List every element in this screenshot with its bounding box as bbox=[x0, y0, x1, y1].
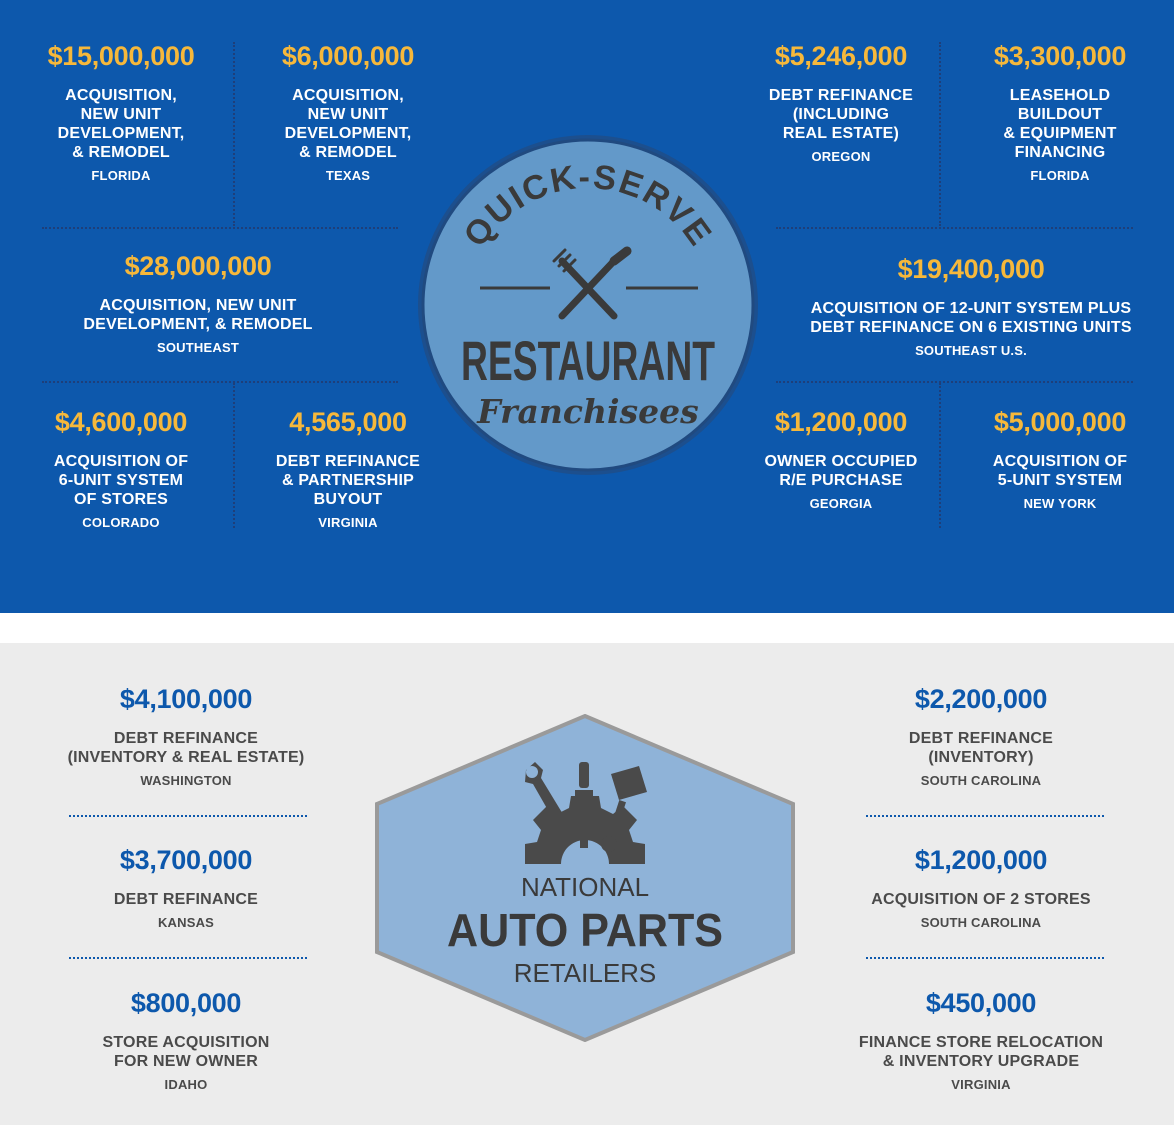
divider bbox=[69, 957, 307, 959]
deal-description: DEBT REFINANCE (INCLUDING REAL ESTATE) bbox=[768, 87, 914, 142]
deal-amount: $3,300,000 bbox=[993, 41, 1127, 71]
deal-amount: $5,000,000 bbox=[993, 407, 1127, 437]
deal-amount: $800,000 bbox=[130, 988, 242, 1018]
divider bbox=[233, 383, 235, 528]
deal-amount: $3,700,000 bbox=[119, 845, 253, 875]
deal-amount: $28,000,000 bbox=[124, 251, 272, 281]
deal-location: FLORIDA bbox=[91, 168, 151, 183]
deal-location: IDAHO bbox=[164, 1077, 208, 1092]
deal-description: ACQUISITION, NEW UNIT DEVELOPMENT, & REMODEL bbox=[83, 297, 313, 333]
auto-parts-deal bbox=[36, 988, 336, 1092]
restaurant-emblem bbox=[416, 133, 760, 477]
deal-amount: 4,565,000 bbox=[289, 407, 407, 437]
divider bbox=[69, 815, 307, 817]
deal-location: SOUTH CAROLINA bbox=[920, 915, 1042, 930]
deal-location: KANSAS bbox=[157, 915, 215, 930]
deal-amount: $19,400,000 bbox=[897, 254, 1045, 284]
restaurant-deal bbox=[20, 41, 222, 183]
divider bbox=[42, 381, 398, 383]
auto-parts-deal bbox=[36, 684, 336, 788]
divider bbox=[776, 381, 1133, 383]
deal-description: FINANCE STORE RELOCATION & INVENTORY UPGRADE bbox=[858, 1034, 1104, 1070]
emblem-arc-text: QUICK-SERVE bbox=[456, 157, 720, 254]
deal-description: ACQUISITION, NEW UNIT DEVELOPMENT, & REMODEL bbox=[57, 87, 185, 161]
deal-amount: $1,200,000 bbox=[774, 407, 908, 437]
deal-amount: $4,100,000 bbox=[119, 684, 253, 714]
deal-description: ACQUISITION OF 2 STORES bbox=[871, 891, 1091, 908]
deal-description: ACQUISITION, NEW UNIT DEVELOPMENT, & REMODEL bbox=[284, 87, 412, 161]
divider bbox=[776, 227, 1133, 229]
deal-location: TEXAS bbox=[325, 168, 371, 183]
auto-parts-deal bbox=[831, 845, 1131, 930]
deal-location: VIRGINIA bbox=[318, 515, 378, 530]
deal-location: OREGON bbox=[811, 149, 871, 164]
deal-description: DEBT REFINANCE (INVENTORY) bbox=[908, 730, 1054, 766]
divider bbox=[866, 957, 1104, 959]
deal-location: WASHINGTON bbox=[140, 773, 232, 788]
deal-description: DEBT REFINANCE & PARTNERSHIP BUYOUT bbox=[275, 453, 421, 508]
deal-description: LEASEHOLD BUILDOUT & EQUIPMENT FINANCING bbox=[1003, 87, 1117, 161]
divider bbox=[42, 227, 398, 229]
deal-description: ACQUISITION OF 5-UNIT SYSTEM bbox=[992, 453, 1128, 489]
deal-location: SOUTH CAROLINA bbox=[920, 773, 1042, 788]
deal-location: SOUTHEAST bbox=[157, 340, 239, 355]
deal-amount: $4,600,000 bbox=[54, 407, 188, 437]
deal-location: FLORIDA bbox=[1030, 168, 1090, 183]
deal-amount: $6,000,000 bbox=[281, 41, 415, 71]
deal-amount: $450,000 bbox=[925, 988, 1037, 1018]
auto-parts-deal bbox=[831, 988, 1131, 1092]
emblem-line1: NATIONAL bbox=[520, 872, 650, 902]
deal-description: DEBT REFINANCE bbox=[113, 891, 259, 908]
emblem-line2: AUTO PARTS bbox=[447, 904, 723, 956]
deal-description: ACQUISITION OF 12-UNIT SYSTEM PLUS DEBT REFINANCE ON 6 EXISTING UNITS bbox=[810, 300, 1132, 336]
deal-description: ACQUISITION OF 6-UNIT SYSTEM OF STORES bbox=[53, 453, 189, 508]
restaurant-deal bbox=[48, 251, 348, 355]
restaurant-deal bbox=[958, 407, 1162, 511]
deal-description: STORE ACQUISITION FOR NEW OWNER bbox=[102, 1034, 270, 1070]
restaurant-deal bbox=[740, 407, 942, 511]
auto-parts-section bbox=[0, 643, 1174, 1125]
deal-location: COLORADO bbox=[82, 515, 160, 530]
deal-location: VIRGINIA bbox=[951, 1077, 1011, 1092]
emblem-line3: RETAILERS bbox=[513, 958, 657, 988]
restaurant-deal bbox=[20, 407, 222, 530]
deal-location: GEORGIA bbox=[809, 496, 873, 511]
deal-amount: $1,200,000 bbox=[914, 845, 1048, 875]
deal-amount: $5,246,000 bbox=[774, 41, 908, 71]
restaurant-deal bbox=[958, 41, 1162, 183]
emblem-script-text: Franchisees bbox=[477, 392, 699, 431]
deal-location: NEW YORK bbox=[1023, 496, 1097, 511]
divider bbox=[233, 42, 235, 226]
deal-description: DEBT REFINANCE (INVENTORY & REAL ESTATE) bbox=[67, 730, 305, 766]
deal-amount: $2,200,000 bbox=[914, 684, 1048, 714]
deal-location: SOUTHEAST U.S. bbox=[915, 343, 1027, 358]
restaurant-deal bbox=[740, 41, 942, 164]
deal-amount: $15,000,000 bbox=[47, 41, 195, 71]
auto-parts-emblem bbox=[375, 714, 795, 1042]
auto-parts-deal bbox=[36, 845, 336, 930]
emblem-main-text: RESTAURANT bbox=[461, 329, 715, 392]
auto-parts-deal bbox=[831, 684, 1131, 788]
deal-description: OWNER OCCUPIED R/E PURCHASE bbox=[764, 453, 918, 489]
divider bbox=[866, 815, 1104, 817]
restaurant-deal bbox=[790, 254, 1152, 358]
